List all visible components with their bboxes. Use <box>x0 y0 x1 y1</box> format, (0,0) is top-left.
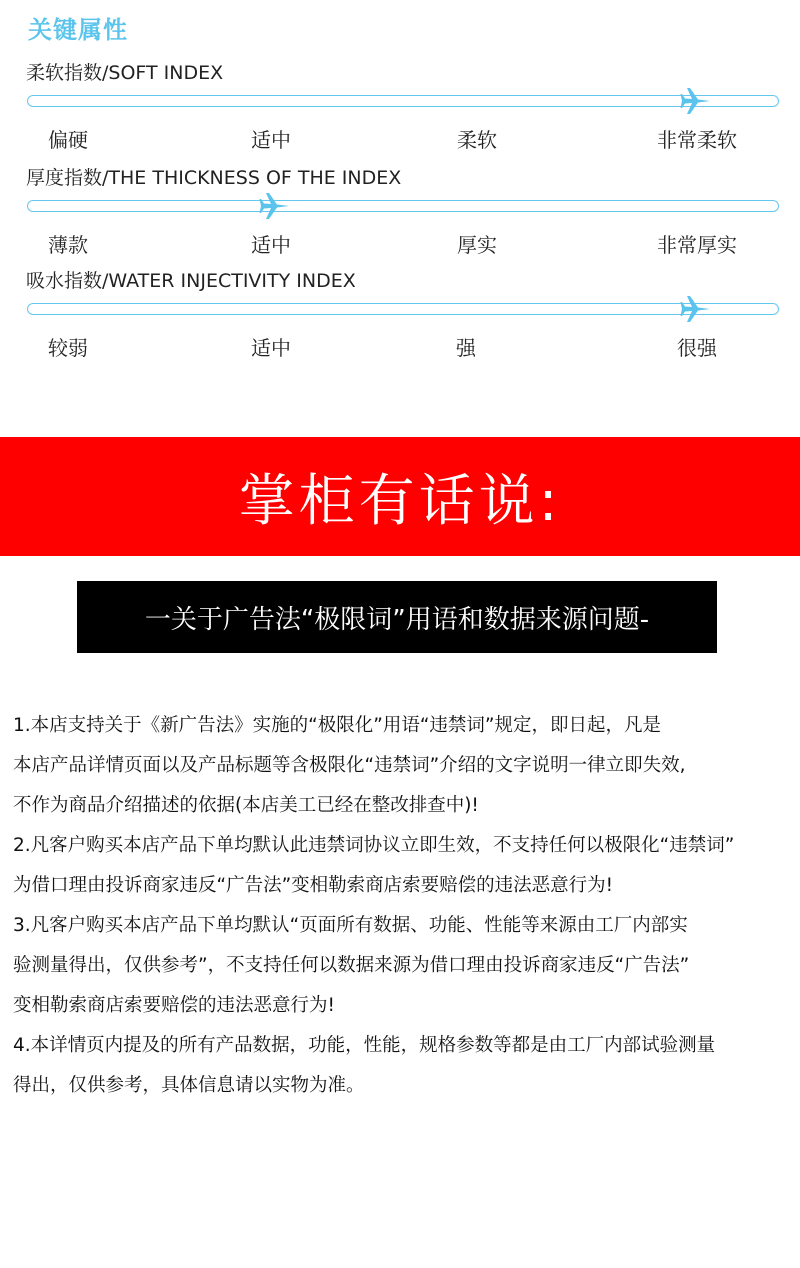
level-label: 柔软 <box>457 128 497 152</box>
attribute-label: 柔软指数/SOFT INDEX <box>26 62 224 84</box>
airplane-icon <box>259 190 291 222</box>
level-label: 非常厚实 <box>657 233 737 257</box>
section-title: 关键属性 <box>28 16 128 44</box>
level-label: 薄款 <box>48 233 88 257</box>
scale-track <box>27 95 779 107</box>
notice-line: 为借口理由投诉商家违反“广告法”变相勒索商店索要赔偿的违法恶意行为! <box>13 875 614 896</box>
notice-line: 变相勒索商店索要赔偿的违法恶意行为! <box>13 995 335 1016</box>
notice-line: 1.本店支持关于《新广告法》实施的“极限化”用语“违禁词”规定，即日起，凡是 <box>13 715 661 736</box>
level-label: 适中 <box>251 233 291 257</box>
subtitle-box <box>77 581 717 653</box>
level-label: 很强 <box>677 336 717 360</box>
level-label: 适中 <box>251 128 291 152</box>
shopkeeper-banner <box>0 437 800 556</box>
notice-line: 2.凡客户购买本店产品下单均默认此违禁词协议立即生效，不支持任何以极限化“违禁词” <box>13 835 735 856</box>
banner-subtitle: 一关于广告法“极限词”用语和数据来源问题- <box>144 604 650 635</box>
notice-line: 验测量得出，仅供参考”，不支持任何以数据来源为借口理由投诉商家违反“广告法” <box>13 955 690 976</box>
level-label: 厚实 <box>457 233 497 257</box>
notice-line: 4.本详情页内提及的所有产品数据，功能，性能，规格参数等都是由工厂内部试验测量 <box>13 1035 716 1056</box>
attribute-label: 厚度指数/THE THICKNESS OF THE INDEX <box>26 167 402 189</box>
notice-line: 得出，仅供参考，具体信息请以实物为准。 <box>13 1075 365 1096</box>
level-label: 偏硬 <box>48 128 88 152</box>
level-label: 非常柔软 <box>657 128 737 152</box>
notice-line: 3.凡客户购买本店产品下单均默认“页面所有数据、功能、性能等来源由工厂内部实 <box>13 915 688 936</box>
notice-line: 本店产品详情页面以及产品标题等含极限化“违禁词”介绍的文字说明一律立即失效, <box>13 755 686 776</box>
banner-title: 掌柜有话说: <box>238 468 562 534</box>
level-label: 强 <box>456 336 476 360</box>
level-label: 适中 <box>251 336 291 360</box>
attribute-label: 吸水指数/WATER INJECTIVITY INDEX <box>26 270 356 292</box>
notice-line: 不作为商品介绍描述的依据(本店美工已经在整改排查中)! <box>13 795 479 816</box>
level-label: 较弱 <box>48 336 88 360</box>
scale-track <box>27 303 779 315</box>
scale-track <box>27 200 779 212</box>
airplane-icon <box>680 293 712 325</box>
airplane-icon <box>680 85 712 117</box>
